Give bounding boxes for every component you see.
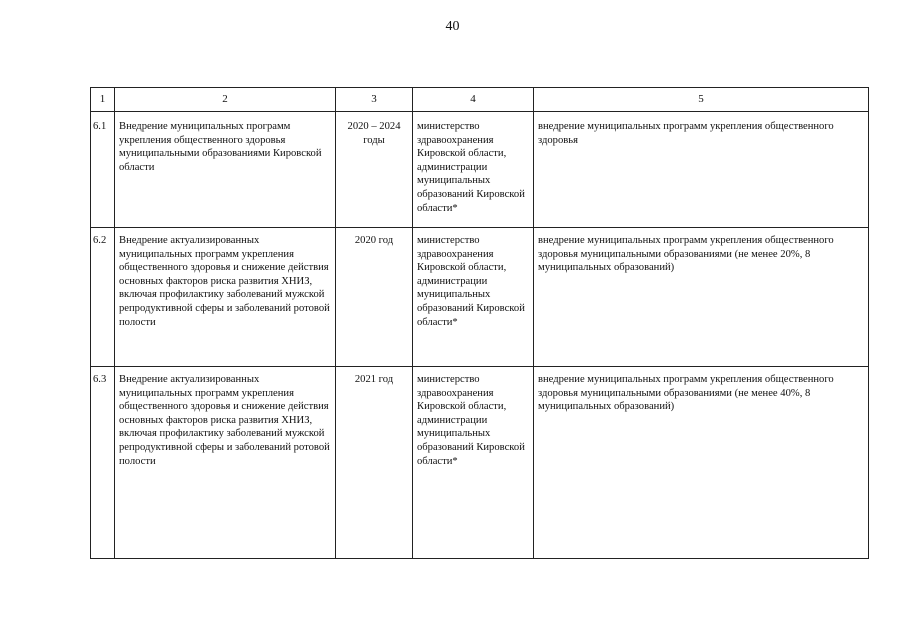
column-header-1: 1 xyxy=(91,88,115,112)
executor-cell: министерство здравоохранения Кировской области, администрации муниципальных образований Кировской области* xyxy=(413,367,534,559)
executor-cell: министерство здравоохранения Кировской области, администрации муниципальных образований Кировской области* xyxy=(413,228,534,367)
period-cell: 2020 год xyxy=(336,228,413,367)
period-cell: 2020 – 2024 годы xyxy=(336,112,413,228)
period-cell: 2021 год xyxy=(336,367,413,559)
row-number: 6.3 xyxy=(91,367,115,559)
measure-cell: Внедрение актуализированных муниципальных программ укрепления общественного здоровья и снижение действия основных факторов риска развития ХНИЗ, включая профилактику заболеваний мужской репродуктивной сферы и заболеваний ротовой полости xyxy=(115,228,336,367)
column-header-3: 3 xyxy=(336,88,413,112)
table-header-row xyxy=(91,88,869,112)
column-header-5: 5 xyxy=(534,88,869,112)
result-cell: внедрение муниципальных программ укрепления общественного здоровья муниципальными образованиями (не менее 40%, 8 муниципальных образований) xyxy=(534,367,869,559)
row-number: 6.2 xyxy=(91,228,115,367)
page-number: 40 xyxy=(445,19,460,34)
column-header-2: 2 xyxy=(115,88,336,112)
table-row xyxy=(91,367,869,559)
result-cell: внедрение муниципальных программ укрепления общественного здоровья xyxy=(534,112,869,228)
measure-cell: Внедрение муниципальных программ укрепления общественного здоровья муниципальными образованиями Кировской области xyxy=(115,112,336,228)
executor-cell: министерство здравоохранения Кировской области, администрации муниципальных образований Кировской области* xyxy=(413,112,534,228)
measure-cell: Внедрение актуализированных муниципальных программ укрепления общественного здоровья и снижение действия основных факторов риска развития ХНИЗ, включая профилактику заболеваний мужской репродуктивной сферы и заболеваний ротовой полости xyxy=(115,367,336,559)
column-header-4: 4 xyxy=(413,88,534,112)
table-row xyxy=(91,112,869,228)
measures-table xyxy=(90,87,869,559)
table-row xyxy=(91,228,869,367)
row-number: 6.1 xyxy=(91,112,115,228)
result-cell: внедрение муниципальных программ укрепления общественного здоровья муниципальными образованиями (не менее 20%, 8 муниципальных образований) xyxy=(534,228,869,367)
